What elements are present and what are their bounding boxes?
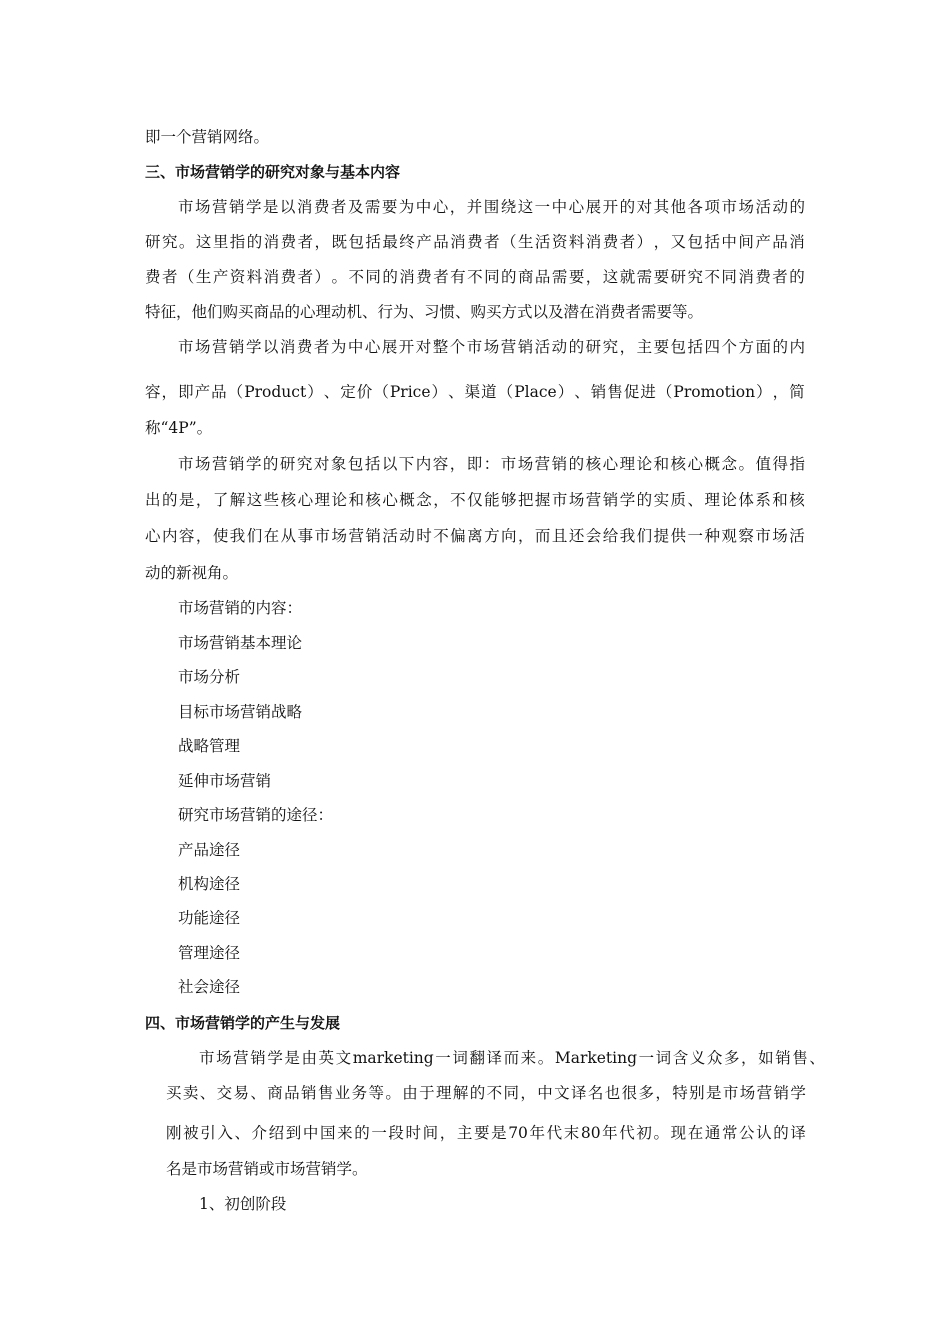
section-3-heading: 三、市场营销学的研究对象与基本内容 [145,163,401,181]
s3-p3-line-3: 心 内 容 ， 使 我 们 在 从 事 市 场 营 销 活 动 时 不 偏 离 方 向 ， 而 且 还 会 给 我 们 提 供 一 种 观 察 市 场 活 [145,527,805,545]
s3-p1-line-3: 费 者 （ 生 产 资 料 消 费 者 ） 。 不 同 的 消 费 者 有 不 同 的 商 品 需 要 ， 这 就 需 要 研 究 不 同 消 费 者 的 [145,268,805,286]
content-list-item: 市场营销基本理论 [178,634,303,652]
s4-p1-line-2: 买 卖 、 交 易 、 商 品 销 售 业 务 等 。 由 于 理 解 的 不 同 ， 中 文 译 名 也 很 多 ， 特 别 是 市 场 营 销 学 [166,1084,806,1102]
intro-tail-line: 即一个营销网络。 [145,128,270,146]
approach-list-title: 研究市场营销的途径： [178,806,334,824]
approach-list-item: 社会途径 [178,978,241,996]
s4-p1-line-1: 市 场 营 销 学 是 由 英 文 marketing 一 词 翻 译 而 来 。 Marketing 一 词 含 义 众 多 ， 如 销 售 、 [199,1049,825,1067]
s3-p3-line-4: 动的新视角。 [145,564,239,582]
content-list-item: 战略管理 [178,737,241,755]
s3-p2-line-1: 市 场 营 销 学 以 消 费 者 为 中 心 展 开 对 整 个 市 场 营 销 活 动 的 研 究 ， 主 要 包 括 四 个 方 面 的 内 [178,338,805,356]
s4-p1-line-3: 刚 被 引 入 、 介 绍 到 中 国 来 的 一 段 时 间 ， 主 要 是 70 年 代 末 80 年 代 初 。 现 在 通 常 公 认 的 译 [166,1124,806,1142]
content-list-item: 目标市场营销战略 [178,703,303,721]
approach-list-item: 机构途径 [178,875,241,893]
section-4-heading: 四、市场营销学的产生与发展 [145,1014,341,1032]
s3-p1-line-2: 研 究 。 这 里 指 的 消 费 者 ， 既 包 括 最 终 产 品 消 费 者 （ 生 活 资 料 消 费 者 ） ， 又 包 括 中 间 产 品 消 [145,233,805,251]
s3-p3-line-1: 市 场 营 销 学 的 研 究 对 象 包 括 以 下 内 容 ， 即 ： 市 场 营 销 的 核 心 理 论 和 核 心 概 念 。 值 得 指 [178,455,805,473]
s3-p1-line-1: 市 场 营 销 学 是 以 消 费 者 及 需 要 为 中 心 ， 并 围 绕 这 一 中 心 展 开 的 对 其 他 各 项 市 场 活 动 的 [178,198,805,216]
s3-p1-line-4: 特征，他们购买商品的心理动机、行为、习惯、购买方式以及潜在消费者需要等。 [145,303,704,321]
approach-list-item: 产品途径 [178,841,241,859]
content-list-title: 市场营销的内容： [178,599,303,617]
s4-p1-line-4: 名是市场营销或市场营销学。 [166,1160,368,1178]
approach-list-item: 管理途径 [178,944,241,962]
content-list-item: 市场分析 [178,668,241,686]
content-list-item: 延伸市场营销 [178,772,272,790]
s3-p2-line-2: 容 ， 即 产 品 （ Product ） 、 定 价 （ Price ） 、 渠 道 （ Place ） 、 销 售 促 进 （ Promotion ） ， 简 [145,383,805,401]
approach-list-item: 功能途径 [178,909,241,927]
subheading-initial-stage: 1、初创阶段 [199,1195,287,1213]
s3-p2-line-3: 称“4P”。 [145,419,213,437]
s3-p3-line-2: 出 的 是 ， 了 解 这 些 核 心 理 论 和 核 心 概 念 ， 不 仅 能 够 把 握 市 场 营 销 学 的 实 质 、 理 论 体 系 和 核 [145,491,805,509]
